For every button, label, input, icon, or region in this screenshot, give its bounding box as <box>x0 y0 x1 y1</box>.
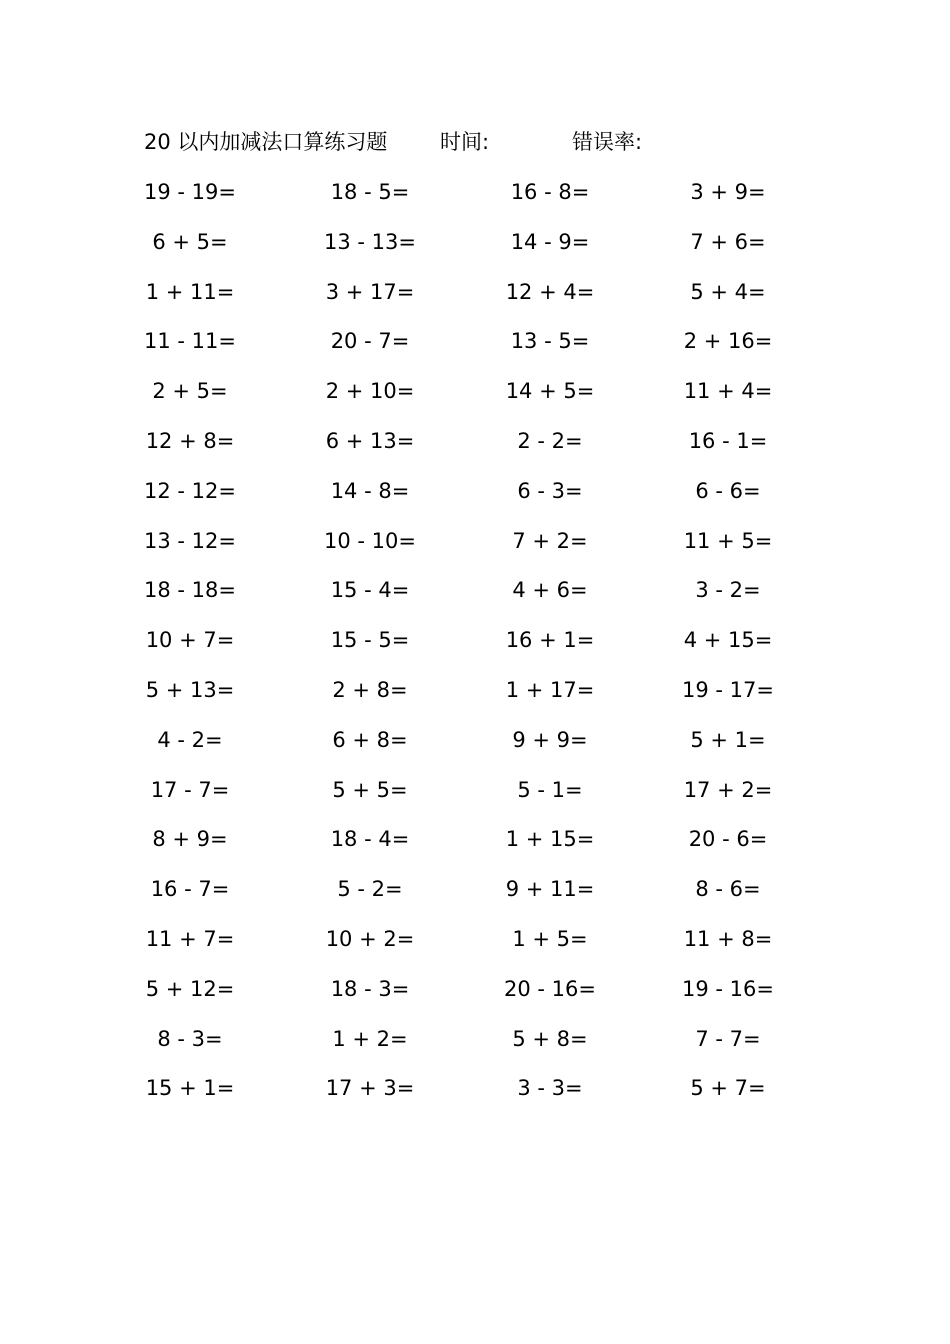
problem-cell: 6 + 13= <box>325 428 415 453</box>
problem-cell: 17 + 2= <box>683 777 773 802</box>
problem-cell: 4 + 6= <box>512 578 588 603</box>
problem-cell: 3 + 9= <box>690 180 766 204</box>
problem-cell: 18 - 4= <box>330 827 410 852</box>
problem-cell: 20 - 7= <box>330 329 410 354</box>
problem-cell: 5 + 13= <box>145 677 235 702</box>
problem-cell: 17 - 7= <box>150 777 230 802</box>
problem-cell: 3 + 17= <box>325 279 415 304</box>
problem-cell: 11 + 5= <box>683 528 773 553</box>
problem-row <box>130 620 850 670</box>
problem-cell: 1 + 17= <box>505 677 595 702</box>
problem-cell: 6 + 5= <box>152 229 228 254</box>
problem-row <box>130 819 850 869</box>
problem-cell: 8 - 6= <box>695 877 761 902</box>
problem-cell: 8 + 9= <box>152 827 228 852</box>
problem-cell: 3 - 2= <box>695 578 761 603</box>
time-label: 时间: <box>440 130 490 154</box>
problem-cell: 5 - 1= <box>517 777 583 802</box>
problem-cell: 1 + 2= <box>332 1026 408 1051</box>
problem-row <box>130 670 850 720</box>
problem-cell: 2 + 16= <box>683 329 773 354</box>
problem-cell: 10 - 10= <box>324 528 416 553</box>
problem-row <box>130 222 850 272</box>
problem-row <box>130 421 850 471</box>
problem-cell: 12 + 8= <box>145 428 235 453</box>
problem-cell: 16 - 1= <box>688 428 768 453</box>
problem-cell: 7 - 7= <box>695 1026 761 1051</box>
problem-row <box>130 371 850 421</box>
problem-cell: 5 + 5= <box>332 777 408 802</box>
problem-cell: 8 - 3= <box>157 1026 223 1051</box>
problem-cell: 11 - 11= <box>144 329 236 354</box>
problem-cell: 2 + 10= <box>325 379 415 404</box>
problem-row <box>130 321 850 371</box>
problem-cell: 7 + 6= <box>690 229 766 254</box>
problem-row <box>130 172 850 222</box>
problem-cell: 14 + 5= <box>505 379 595 404</box>
problem-cell: 20 - 6= <box>688 827 768 852</box>
problem-cell: 14 - 9= <box>510 229 590 254</box>
problem-row <box>130 969 850 1019</box>
problem-cell: 5 + 4= <box>690 279 766 304</box>
problem-cell: 2 - 2= <box>517 428 583 453</box>
problem-cell: 18 - 5= <box>330 180 410 204</box>
problem-cell: 4 + 15= <box>683 628 773 653</box>
problem-cell: 16 - 7= <box>150 877 230 902</box>
problem-cell: 19 - 17= <box>682 677 774 702</box>
problem-cell: 1 + 15= <box>505 827 595 852</box>
problem-cell: 6 - 6= <box>695 478 761 503</box>
problem-row <box>130 720 850 770</box>
problem-cell: 18 - 18= <box>144 578 236 603</box>
problem-cell: 11 + 8= <box>683 926 773 951</box>
problem-cell: 5 + 7= <box>690 1076 766 1101</box>
problem-cell: 2 + 8= <box>332 677 408 702</box>
problem-cell: 13 - 5= <box>510 329 590 354</box>
problem-cell: 14 - 8= <box>330 478 410 503</box>
problem-row <box>130 1068 850 1118</box>
problem-cell: 2 + 5= <box>152 379 228 404</box>
problem-row <box>130 770 850 820</box>
problem-cell: 3 - 3= <box>517 1076 583 1101</box>
problem-cell: 15 - 5= <box>330 628 410 653</box>
problem-cell: 20 - 16= <box>504 976 596 1001</box>
problem-cell: 15 - 4= <box>330 578 410 603</box>
problem-cell: 9 + 11= <box>505 877 595 902</box>
problem-row <box>130 1019 850 1069</box>
problem-cell: 10 + 2= <box>325 926 415 951</box>
problem-cell: 1 + 11= <box>145 279 235 304</box>
problem-cell: 11 + 7= <box>145 926 235 951</box>
problem-cell: 18 - 3= <box>330 976 410 1001</box>
problem-cell: 13 - 12= <box>144 528 236 553</box>
problem-cell: 12 + 4= <box>505 279 595 304</box>
problem-cell: 1 + 5= <box>512 926 588 951</box>
problem-cell: 4 - 2= <box>157 727 223 752</box>
problem-cell: 7 + 2= <box>512 528 588 553</box>
problem-cell: 10 + 7= <box>145 628 235 653</box>
problem-grid <box>130 172 850 1118</box>
problem-cell: 5 + 8= <box>512 1026 588 1051</box>
worksheet-title: 20 以内加减法口算练习题 <box>144 130 388 154</box>
problem-row <box>130 919 850 969</box>
problem-cell: 13 - 13= <box>324 229 416 254</box>
problem-cell: 11 + 4= <box>683 379 773 404</box>
problem-cell: 6 + 8= <box>332 727 408 752</box>
problem-row <box>130 471 850 521</box>
problem-cell: 17 + 3= <box>325 1076 415 1101</box>
problem-cell: 16 - 8= <box>510 180 590 204</box>
problem-cell: 15 + 1= <box>145 1076 235 1101</box>
error-rate-label: 错误率: <box>572 130 643 154</box>
problem-cell: 6 - 3= <box>517 478 583 503</box>
problem-cell: 5 + 12= <box>145 976 235 1001</box>
problem-cell: 16 + 1= <box>505 628 595 653</box>
problem-cell: 9 + 9= <box>512 727 588 752</box>
problem-row <box>130 869 850 919</box>
problem-cell: 19 - 19= <box>144 180 236 204</box>
problem-row <box>130 570 850 620</box>
problem-cell: 5 - 2= <box>337 877 403 902</box>
problem-cell: 12 - 12= <box>144 478 236 503</box>
problem-row <box>130 272 850 322</box>
problem-cell: 19 - 16= <box>682 976 774 1001</box>
worksheet-header <box>144 126 844 158</box>
problem-row <box>130 521 850 571</box>
problem-cell: 5 + 1= <box>690 727 766 752</box>
